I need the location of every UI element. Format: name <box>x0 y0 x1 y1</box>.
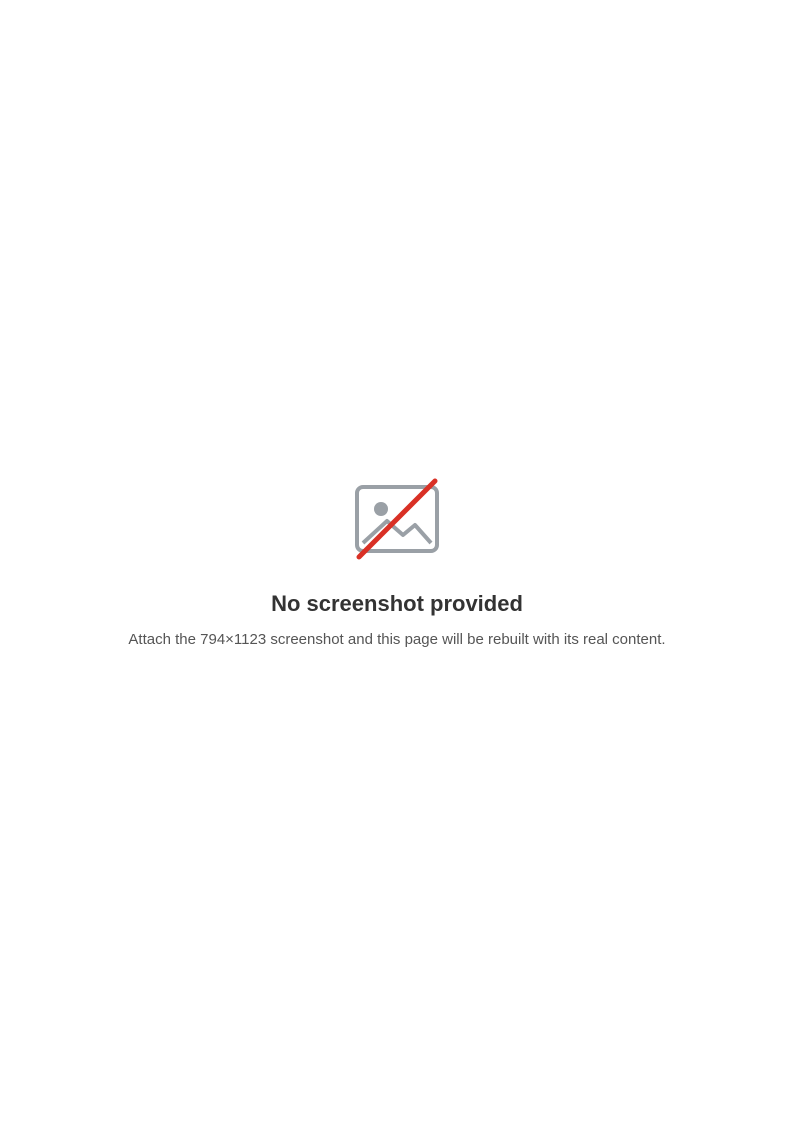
notice-message: Attach the 794×1123 screenshot and this page will be rebuilt with its real content. <box>128 631 666 649</box>
missing-image-icon <box>349 471 445 567</box>
notice-title: No screenshot provided <box>271 591 523 617</box>
